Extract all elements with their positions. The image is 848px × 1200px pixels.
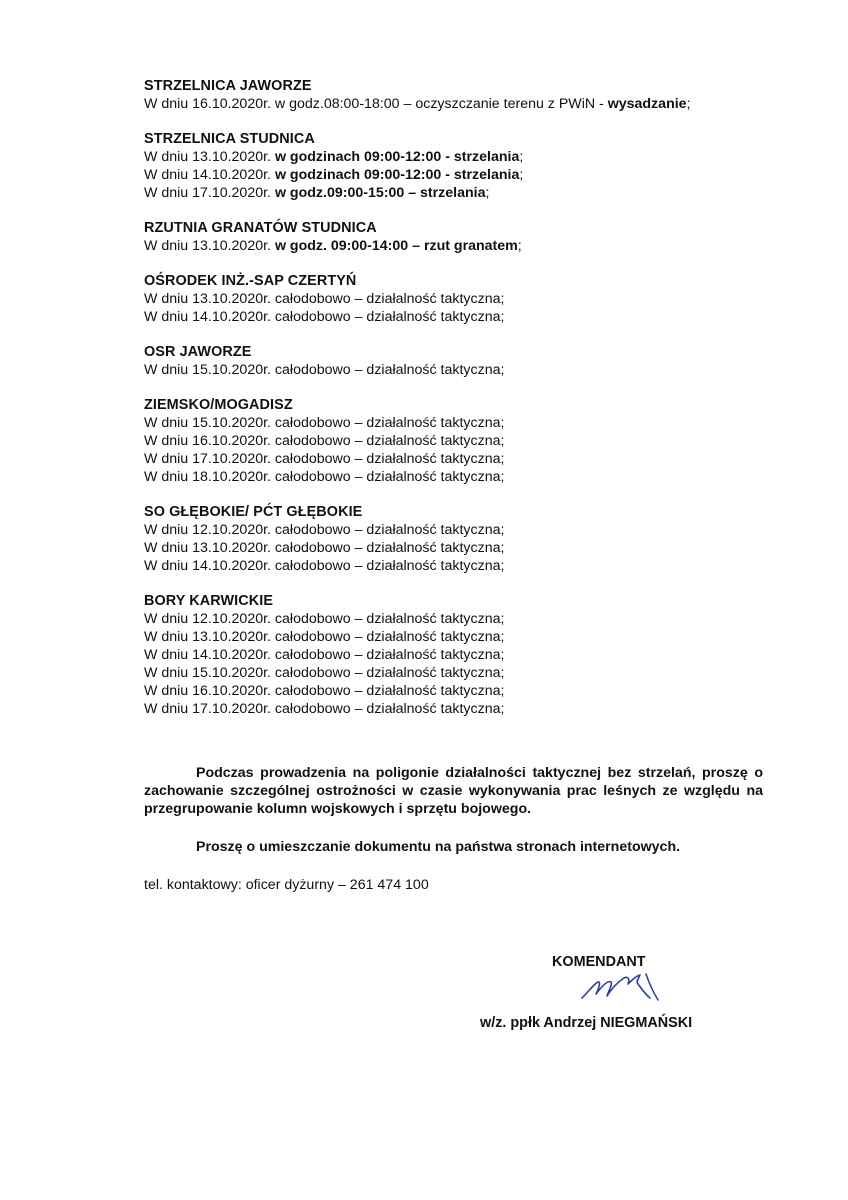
schedule-entry <box>144 166 784 184</box>
schedule-entry <box>144 290 784 308</box>
signature-stroke <box>582 975 650 998</box>
schedule-entry <box>144 610 784 628</box>
schedule-entry <box>144 414 784 432</box>
schedule-entry <box>144 95 784 113</box>
entry-text: W dniu 14.10.2020r. <box>144 167 275 183</box>
schedule-entry <box>144 468 784 486</box>
section-title: ZIEMSKO/MOGADISZ <box>144 397 293 413</box>
signer-name: w/z. ppłk Andrzej NIEGMAŃSKI <box>480 1015 693 1031</box>
entry-text: W dniu 17.10.2020r. całodobowo – działalność taktyczna; <box>144 701 505 717</box>
section-title: RZUTNIA GRANATÓW STUDNICA <box>144 220 377 236</box>
entry-text: W dniu 16.10.2020r. całodobowo – działalność taktyczna; <box>144 683 505 699</box>
schedule-entry <box>144 450 784 468</box>
schedule-section <box>144 343 784 379</box>
schedule-entry <box>144 148 784 166</box>
schedule-section <box>144 130 784 202</box>
entry-text: W dniu 13.10.2020r. całodobowo – działalność taktyczna; <box>144 629 505 645</box>
entry-text: W dniu 15.10.2020r. całodobowo – działalność taktyczna; <box>144 665 505 681</box>
schedule-entry <box>144 521 784 539</box>
section-title: OŚRODEK INŻ.-SAP CZERTYŃ <box>144 273 357 289</box>
entry-text: W dniu 15.10.2020r. całodobowo – działalność taktyczna; <box>144 415 505 431</box>
entry-activity: wysadzanie <box>607 96 687 112</box>
entry-suffix: ; <box>519 149 524 165</box>
entry-suffix: ; <box>517 238 522 254</box>
schedule-section <box>144 272 784 326</box>
entry-text: W dniu 17.10.2020r. całodobowo – działalność taktyczna; <box>144 451 505 467</box>
schedule-section <box>144 592 784 718</box>
section-title: OSR JAWORZE <box>144 344 252 360</box>
entry-text: W dniu 16.10.2020r. w godz.08:00-18:00 – oczyszczanie terenu z PWiN - <box>144 96 608 112</box>
schedule-sections <box>144 77 784 735</box>
schedule-section <box>144 219 784 255</box>
schedule-entry <box>144 557 784 575</box>
schedule-entry <box>144 432 784 450</box>
entry-text: W dniu 17.10.2020r. <box>144 185 275 201</box>
entry-text: W dniu 14.10.2020r. całodobowo – działalność taktyczna; <box>144 647 505 663</box>
entry-text: W dniu 13.10.2020r. <box>144 238 275 254</box>
schedule-section <box>144 77 784 113</box>
schedule-entry <box>144 700 784 718</box>
entry-text: W dniu 14.10.2020r. całodobowo – działalność taktyczna; <box>144 558 505 574</box>
schedule-entry <box>144 308 784 326</box>
section-title: STRZELNICA JAWORZE <box>144 78 312 94</box>
safety-note-text: Podczas prowadzenia na poligonie działalności taktycznej bez strzelań, proszę o zachowanie szczególnej ostrożności w czasie wykonywania prac leśnych ze względu na przegrupowanie kolumn wojskowych i sprzętu bojowego. <box>144 765 763 817</box>
schedule-section <box>144 503 784 575</box>
entry-suffix: ; <box>686 96 691 112</box>
schedule-entry <box>144 664 784 682</box>
entry-activity: w godz.09:00-15:00 – strzelania <box>274 185 486 201</box>
publication-request: Proszę o umieszczanie dokumentu na państwa stronach internetowych. <box>196 839 681 855</box>
schedule-entry <box>144 361 784 379</box>
section-title: BORY KARWICKIE <box>144 593 274 609</box>
handwritten-signature <box>578 970 670 1006</box>
section-title: STRZELNICA STUDNICA <box>144 131 315 147</box>
safety-note <box>144 764 763 818</box>
schedule-entry <box>144 184 784 202</box>
schedule-entry <box>144 628 784 646</box>
entry-text: W dniu 15.10.2020r. całodobowo – działalność taktyczna; <box>144 362 505 378</box>
section-title: SO GŁĘBOKIE/ PĆT GŁĘBOKIE <box>144 504 363 520</box>
schedule-entry <box>144 646 784 664</box>
entry-activity: w godzinach 09:00-12:00 - strzelania <box>274 149 520 165</box>
entry-activity: w godz. 09:00-14:00 – rzut granatem <box>274 238 518 254</box>
entry-text: W dniu 16.10.2020r. całodobowo – działalność taktyczna; <box>144 433 505 449</box>
schedule-entry <box>144 539 784 557</box>
entry-activity: w godzinach 09:00-12:00 - strzelania <box>274 167 520 183</box>
entry-text: W dniu 13.10.2020r. <box>144 149 275 165</box>
entry-text: W dniu 12.10.2020r. całodobowo – działalność taktyczna; <box>144 522 505 538</box>
entry-text: W dniu 13.10.2020r. całodobowo – działalność taktyczna; <box>144 540 505 556</box>
commander-title: KOMENDANT <box>552 954 646 970</box>
entry-suffix: ; <box>485 185 490 201</box>
entry-text: W dniu 18.10.2020r. całodobowo – działalność taktyczna; <box>144 469 505 485</box>
entry-text: W dniu 14.10.2020r. całodobowo – działalność taktyczna; <box>144 309 505 325</box>
contact-phone: tel. kontaktowy: oficer dyżurny – 261 474 100 <box>144 877 429 893</box>
schedule-entry <box>144 237 784 255</box>
entry-text: W dniu 13.10.2020r. całodobowo – działalność taktyczna; <box>144 291 505 307</box>
schedule-section <box>144 396 784 486</box>
schedule-entry <box>144 682 784 700</box>
entry-suffix: ; <box>519 167 524 183</box>
entry-text: W dniu 12.10.2020r. całodobowo – działalność taktyczna; <box>144 611 505 627</box>
